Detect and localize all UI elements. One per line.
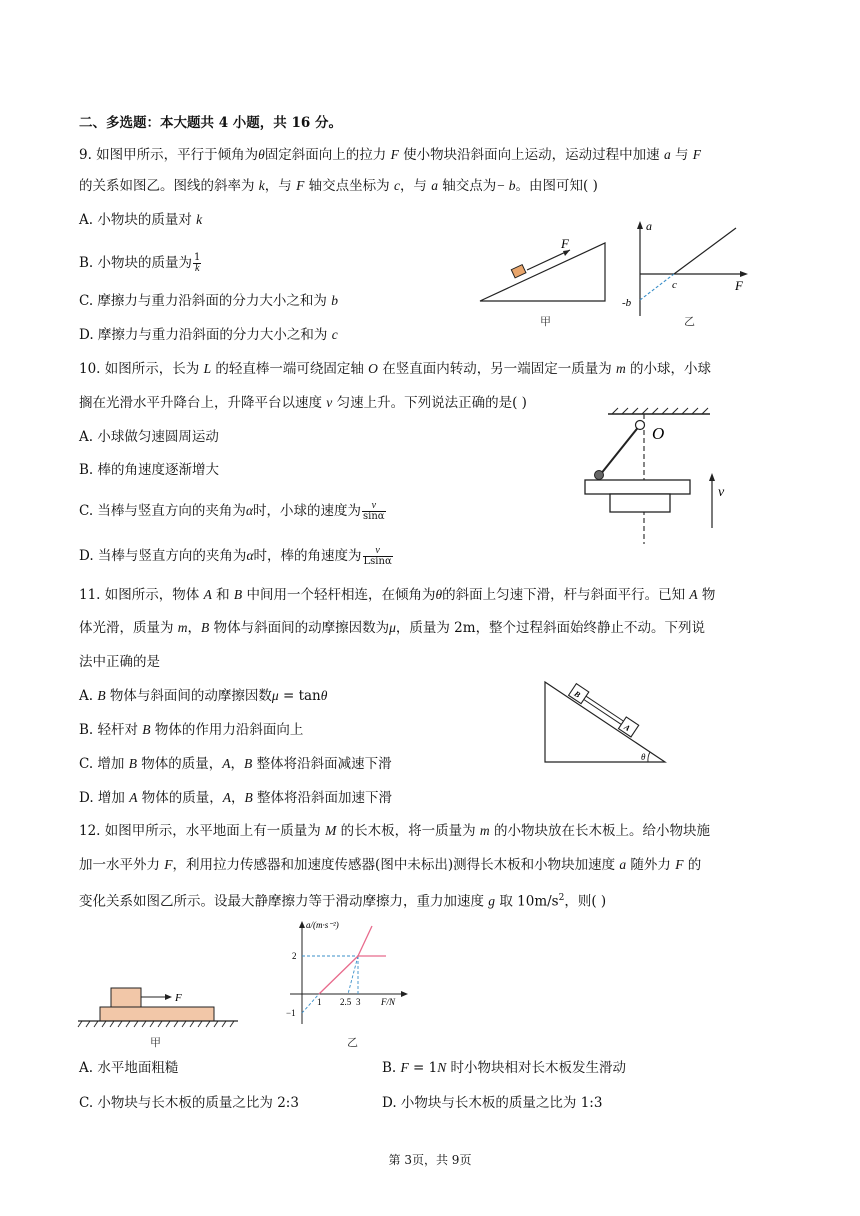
small-block xyxy=(111,988,141,1007)
svg-text:F/N: F/N xyxy=(381,997,396,1007)
q11-stem-line3: 法中正确的是 xyxy=(79,654,160,670)
q9-caption-yi: 乙 xyxy=(684,315,695,328)
svg-text:c: c xyxy=(672,279,677,291)
q10-figure-lift xyxy=(580,406,730,546)
q9-stem-line1: 9. 如图甲所示，平行于倾角为θ固定斜面向上的拉力 F 使小物块沿斜面向上运动，运动过程中加速 a 与 F xyxy=(79,147,702,163)
q11-stem-line1: 11. 如图所示，物体 A 和 B 中间用一个轻杆相连，在倾角为θ的斜面上匀速下滑，杆与斜面平行。已知 A 物 xyxy=(79,587,716,603)
q12-caption-yi: 乙 xyxy=(347,1036,358,1049)
graph-line xyxy=(674,228,736,274)
q11-option-c: C. 增加 B 物体的质量，A，B 整体将沿斜面减速下滑 xyxy=(79,756,392,772)
svg-text:v: v xyxy=(718,485,725,500)
q9-option-b: B. 小物块的质量为 $\frac{1}{k}$ xyxy=(79,252,201,274)
svg-text:-b: -b xyxy=(622,297,632,309)
q9-figure-graph xyxy=(612,218,752,318)
svg-text:2.5: 2.5 xyxy=(340,997,352,1007)
pivot xyxy=(636,421,645,430)
q9-option-a: A. 小物块的质量对 k xyxy=(79,212,203,228)
force-arrow xyxy=(527,250,570,270)
svg-text:F: F xyxy=(735,278,743,293)
svg-text:O: O xyxy=(652,424,665,443)
section-heading: 二、多选题：本大题共 4 小题，共 16 分。 xyxy=(79,115,342,131)
svg-text:2: 2 xyxy=(292,951,297,961)
svg-text:F: F xyxy=(175,992,182,1004)
q12-option-a: A. 水平地面粗糙 xyxy=(79,1060,179,1076)
dashed-extension xyxy=(640,274,674,300)
q12-option-d: D. 小物块与长木板的质量之比为 1:3 xyxy=(382,1095,603,1111)
q9-stem-line2: 的关系如图乙。图线的斜率为 k，与 F 轴交点坐标为 c，与 a 轴交点为− b。由图可知( ) xyxy=(79,178,598,194)
block-line xyxy=(358,926,372,956)
ball xyxy=(595,471,604,480)
svg-text:B: B xyxy=(572,689,582,700)
q10-option-c: C. 当棒与竖直方向的夹角为α时，小球的速度为 $\frac{v}{\sin\alpha}$ xyxy=(79,500,385,522)
q9-caption-jia: 甲 xyxy=(540,315,551,328)
q11-option-b: B. 轻杆对 B 物体的作用力沿斜面向上 xyxy=(79,722,304,738)
q9-figure-incline xyxy=(475,238,610,308)
svg-text:a: a xyxy=(646,219,652,233)
q11-figure-incline xyxy=(540,680,670,765)
q10-option-a: A. 小球做匀速圆周运动 xyxy=(79,429,219,445)
block xyxy=(511,265,526,278)
q12-figure-graph xyxy=(286,918,416,1028)
svg-text:θ: θ xyxy=(641,752,646,762)
page-footer: 第 3页，共 9页 xyxy=(388,1153,472,1167)
q12-caption-jia: 甲 xyxy=(150,1036,161,1049)
svg-text:A: A xyxy=(622,722,632,733)
label-F: F xyxy=(561,238,569,251)
platform-base xyxy=(610,494,670,512)
q12-option-b: B. F = 1N 时小物块相对长木板发生滑动 xyxy=(382,1060,627,1076)
q12-option-c: C. 小物块与长木板的质量之比为 2:3 xyxy=(79,1095,299,1111)
incline-triangle xyxy=(480,243,605,301)
q10-stem-line1: 10. 如图所示，长为 L 的轻直棒一端可绕固定轴 O 在竖直面内转动，另一端固定一质量为 m 的小球，小球 xyxy=(79,361,712,377)
q9-option-c: C. 摩擦力与重力沿斜面的分力大小之和为 b xyxy=(79,293,338,309)
platform xyxy=(585,480,690,494)
q11-option-a: A. B 物体与斜面间的动摩擦因数μ = tanθ xyxy=(79,688,328,704)
svg-text:a/(m·s⁻²): a/(m·s⁻²) xyxy=(306,920,339,930)
q9-option-d: D. 摩擦力与重力沿斜面的分力大小之和为 c xyxy=(79,327,338,343)
q10-stem-line2: 搁在光滑水平升降台上，升降平台以速度 v 匀速上升。下列说法正确的是( ) xyxy=(79,395,527,411)
board-line xyxy=(319,956,358,994)
q12-stem-line2: 加一水平外力 F，利用拉力传感器和加速度传感器(图中未标出)测得长木板和小物块加速度 a 随外力 F 的 xyxy=(79,857,702,873)
svg-text:3: 3 xyxy=(356,997,361,1007)
incline-triangle xyxy=(545,682,665,762)
svg-text:1: 1 xyxy=(317,997,322,1007)
q12-stem-line1: 12. 如图甲所示，水平地面上有一质量为 M 的长木板，将一质量为 m 的小物块放在长木板上。给小物块施 xyxy=(79,823,710,839)
q11-option-d: D. 增加 A 物体的质量，A，B 整体将沿斜面加速下滑 xyxy=(79,790,393,806)
q11-stem-line2: 体光滑，质量为 m，B 物体与斜面间的动摩擦因数为μ，质量为 2m，整个过程斜面始终静止不动。下列说 xyxy=(79,620,706,636)
q12-stem-line3: 变化关系如图乙所示。设最大静摩擦力等于滑动摩擦力，重力加速度 g 取 $10m/s^2$，则( ) xyxy=(79,893,607,910)
q10-option-b: B. 棒的角速度逐渐增大 xyxy=(79,462,220,478)
svg-text:−1: −1 xyxy=(286,1008,296,1018)
long-board xyxy=(100,1007,214,1021)
rod-top xyxy=(586,696,623,721)
q12-figure-board xyxy=(76,984,241,1032)
rod xyxy=(600,425,640,475)
q10-option-d: D. 当棒与竖直方向的夹角为α时，棒的角速度为 $\frac{v}{Lsin\alpha}$ xyxy=(79,545,392,567)
